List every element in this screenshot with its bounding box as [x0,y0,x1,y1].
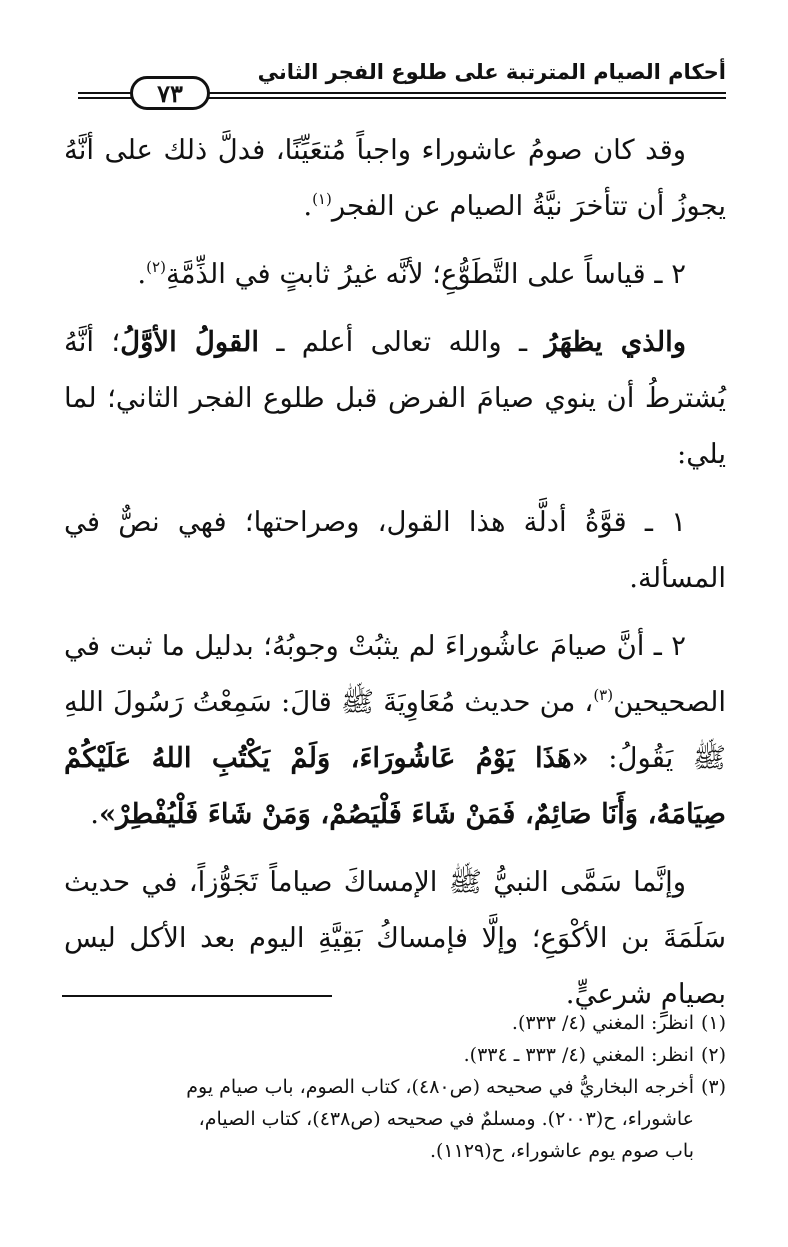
footnote-ref-2[interactable]: (٢) [146,258,166,276]
paragraph-3-bold-lead: والذي يظهَرُ [544,326,686,358]
paragraph-1-text: وقد كان صومُ عاشوراء واجباً مُتعَيِّنًا، فدلَّ ذلك على أنَّهُ يجوزُ أن تتأخرَ نيَّةُ الصيام عن الفجر [64,134,726,222]
footnote-3-line-3: باب صوم يوم عاشوراء، ح(١١٢٩). [429,1140,694,1162]
paragraph-4: ١ ـ قوَّةُ أدلَّة هذا القول، وصراحتها؛ فهي نصٌّ في المسألة. [64,506,726,594]
footnote-ref-3[interactable]: (٣) [593,686,614,704]
paragraph-5 [64,618,726,842]
paragraph-3-rest: ؛ أنَّهُ يُشترطُ أن ينوي صيامَ الفرض قبل طلوع الفجر الثاني؛ لما يلي: [64,326,726,470]
paragraph-1 [64,122,726,234]
footnotes [66,1007,726,1167]
paragraph-1-end: . [303,190,313,222]
paragraph-3-aside: ـ والله تعالى أعلم ـ [259,326,545,358]
footnote-3-line-2: عاشوراء، ح(٢٠٠٣). ومسلمٌ في صحيحه (ص٤٣٨)، كتاب الصيام، [198,1108,694,1130]
footnote-3-text: أخرجه البخاريُّ في صحيحه (ص٤٨٠)، كتاب الصوم، باب صيام يوم [186,1076,694,1098]
footnote-1-number: (١) [700,1012,726,1034]
page-number: ٧٣ [157,78,183,108]
footnote-ref-1[interactable]: (١) [312,190,332,208]
footnote-2 [66,1039,726,1071]
paragraph-2-text: ٢ ـ قياساً على التَّطَوُّعِ؛ لأنَّه غيرُ ثابتٍ في الذِّمَّةِ [165,258,686,290]
footnote-3 [66,1071,726,1103]
hadith-quote: «هَذَا يَوْمُ عَاشُورَاءَ، وَلَمْ يَكْتُبِ اللهُ عَلَيْكُمْ صِيَامَهُ، وَأَنَا صَائِمٌ، فَمَنْ شَاءَ فَلْيَصُمْ، وَمَنْ شَاءَ فَلْيُفْطِرْ» [64,742,726,830]
paragraph-5-text: ٢ ـ أنَّ صيامَ عاشُوراءَ لم يثبُتْ وجوبُهُ؛ بدليل ما ثبت في الصحيحين [64,630,726,718]
paragraph-2-end: . [137,258,147,290]
running-header [78,52,726,108]
paragraph-6: وإنَّما سَمَّى النبيُّ ﷺ الإمساكَ صياماً تَجَوُّزاً، في حديث سَلَمَةَ بن الأكْوَعِ؛ وإلَّا فإمساكُ بَقِيَّةِ اليوم بعد الأكل ليس بصيامٍ شرعيٍّ. [64,866,726,1010]
page-number-badge [130,76,210,110]
paragraph-5-end: . [90,798,99,830]
paragraph-3 [64,314,726,482]
footnote-separator [62,995,332,997]
footnote-2-text: انظر: المغني (٤/ ٣٣٣ ـ ٣٣٤). [463,1044,694,1066]
main-text [64,122,726,1034]
footnote-1-text: انظر: المغني (٤/ ٣٣٣). [511,1012,694,1034]
footnote-2-number: (٢) [700,1044,726,1066]
footnote-1 [66,1007,726,1039]
paragraph-5-continuation: ، من حديث مُعَاوِيَةَ ﷺ قالَ: سَمِعْتُ رَسُولَ اللهِ ﷺ يَقُولُ: [64,686,726,774]
footnote-3-number: (٣) [700,1076,726,1098]
header-title: أحكام الصيام المترتبة على طلوع الفجر الثاني [257,60,726,84]
paragraph-3-bold-answer: القولُ الأوَّلُ [120,326,260,358]
paragraph-2 [64,246,726,302]
